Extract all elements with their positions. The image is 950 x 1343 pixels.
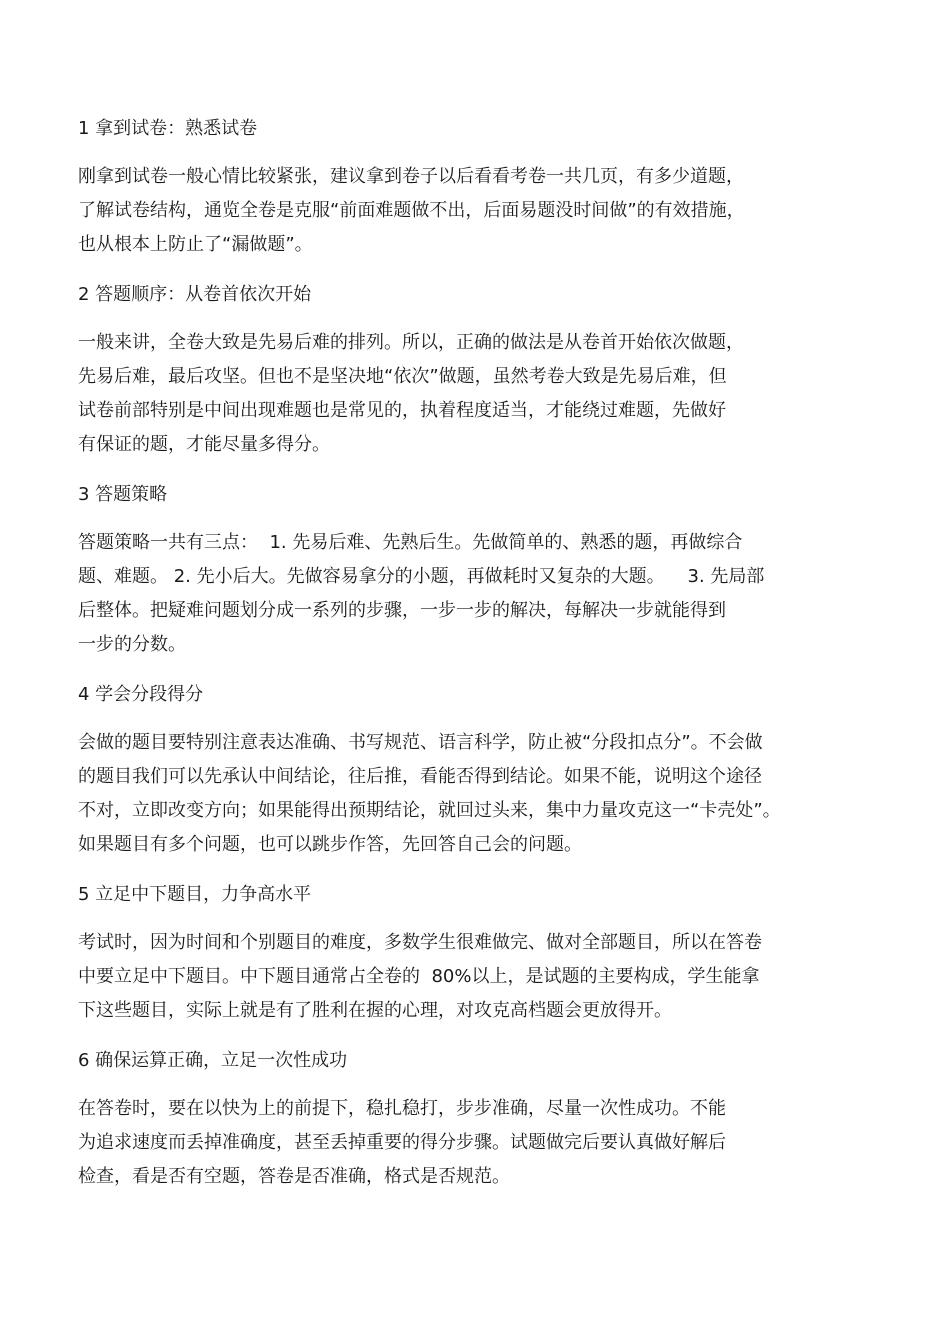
section-paragraph <box>78 160 898 262</box>
section-6 <box>78 1048 898 1194</box>
paragraph-line: 也从根本上防止了“漏做题”。 <box>78 234 313 255</box>
paragraph-line: 一步的分数。 <box>78 634 186 655</box>
section-paragraph <box>78 1092 898 1194</box>
paragraph-line: 答题策略一共有三点： 1. 先易后难、先熟后生。先做简单的、熟悉的题，再做综合 <box>78 532 743 553</box>
paragraph-line: 为追求速度而丢掉准确度，甚至丢掉重要的得分步骤。试题做完后要认真做好解后 <box>78 1132 726 1153</box>
paragraph-line: 的题目我们可以先承认中间结论，往后推，看能否得到结论。如果不能，说明这个途径 <box>78 766 762 787</box>
section-paragraph <box>78 726 898 862</box>
section-3 <box>78 482 898 662</box>
section-heading: 4 学会分段得分 <box>78 684 204 705</box>
section-heading: 6 确保运算正确，立足一次性成功 <box>78 1050 348 1071</box>
paragraph-line: 下这些题目，实际上就是有了胜利在握的心理，对攻克高档题会更放得开。 <box>78 1000 672 1021</box>
section-paragraph <box>78 926 898 1028</box>
paragraph-line: 试卷前部特别是中间出现难题也是常见的，执着程度适当，才能绕过难题，先做好 <box>78 400 726 421</box>
section-paragraph <box>78 326 898 462</box>
paragraph-line: 刚拿到试卷一般心情比较紧张，建议拿到卷子以后看看考卷一共几页，有多少道题， <box>78 166 744 187</box>
paragraph-line: 一般来讲，全卷大致是先易后难的排列。所以，正确的做法是从卷首开始依次做题， <box>78 332 744 353</box>
paragraph-line: 如果题目有多个问题，也可以跳步作答，先回答自己会的问题。 <box>78 834 582 855</box>
paragraph-line: 有保证的题，才能尽量多得分。 <box>78 434 330 455</box>
section-heading: 5 立足中下题目，力争高水平 <box>78 884 312 905</box>
section-4 <box>78 682 898 862</box>
section-heading: 1 拿到试卷：熟悉试卷 <box>78 118 258 139</box>
section-heading: 2 答题顺序：从卷首依次开始 <box>78 284 312 305</box>
document-page <box>78 116 898 1214</box>
section-paragraph <box>78 526 898 662</box>
paragraph-line: 后整体。把疑难问题划分成一系列的步骤，一步一步的解决，每解决一步就能得到 <box>78 600 726 621</box>
paragraph-line: 不对，立即改变方向；如果能得出预期结论，就回过头来，集中力量攻克这一“卡壳处”。 <box>78 800 781 821</box>
paragraph-line: 先易后难，最后攻坚。但也不是坚决地“依次”做题，虽然考卷大致是先易后难，但 <box>78 366 727 387</box>
paragraph-line: 中要立足中下题目。中下题目通常占全卷的 80%以上，是试题的主要构成，学生能拿 <box>78 966 760 987</box>
paragraph-line: 了解试卷结构，通览全卷是克服“前面难题做不出，后面易题没时间做”的有效措施， <box>78 200 745 221</box>
paragraph-line: 会做的题目要特别注意表达准确、书写规范、语言科学，防止被“分段扣点分”。不会做 <box>78 732 763 753</box>
section-2 <box>78 282 898 462</box>
paragraph-line: 考试时，因为时间和个别题目的难度，多数学生很难做完、做对全部题目，所以在答卷 <box>78 932 762 953</box>
paragraph-line: 检查，看是否有空题，答卷是否准确，格式是否规范。 <box>78 1166 510 1187</box>
section-5 <box>78 882 898 1028</box>
paragraph-line: 在答卷时，要在以快为上的前提下，稳扎稳打，步步准确，尽量一次性成功。不能 <box>78 1098 726 1119</box>
paragraph-line: 题、难题。 2. 先小后大。先做容易拿分的小题，再做耗时又复杂的大题。 3. 先局部 <box>78 566 765 587</box>
section-1 <box>78 116 898 262</box>
section-heading: 3 答题策略 <box>78 484 168 505</box>
